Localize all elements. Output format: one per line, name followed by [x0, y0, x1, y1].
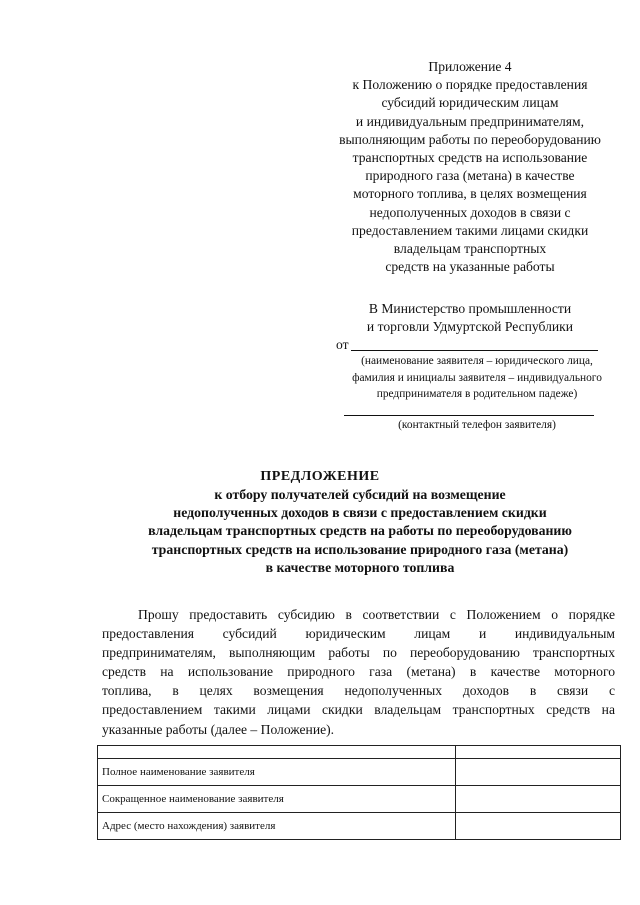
table-row: [98, 759, 621, 786]
phone-hint: [322, 417, 632, 434]
annex-line: недополученных доходов в связи с: [369, 204, 571, 220]
paragraph-line: средств на использование природного газа (метана) в качестве моторного: [102, 664, 615, 680]
applicant-name-line: [351, 350, 598, 351]
applicant-hint-line: предпринимателя в родительном падеже): [376, 388, 578, 400]
annex-line: Приложение 4: [428, 59, 512, 74]
table-row: [98, 813, 621, 840]
addressee-block: [322, 300, 618, 336]
document-title: ПРЕДЛОЖЕНИЕ: [260, 469, 380, 484]
paragraph-line: топлива, в целях возмещения недополученных доходов в связи с: [102, 683, 615, 699]
annex-line: субсидий юридическим лицам: [381, 95, 559, 111]
subtitle-line: недополученных доходов в связи с предоставлением скидки: [173, 505, 547, 521]
short-name-value[interactable]: [455, 786, 620, 813]
table-header-spacer: [98, 746, 621, 759]
annex-line: средств на указанные работы: [385, 259, 555, 275]
request-paragraph: [102, 605, 615, 739]
addressee-line: и торговли Удмуртской Республики: [366, 319, 574, 334]
row-label: Адрес (место нахождения) заявителя: [98, 813, 456, 840]
annex-line: выполняющим работы по переоборудованию: [339, 131, 601, 147]
row-label: Сокращенное наименование заявителя: [98, 786, 456, 813]
paragraph-line: предоставления субсидий юридическим лицам и индивидуальным: [102, 626, 615, 642]
subtitle-line: к отбору получателей субсидий на возмещение: [214, 487, 506, 502]
from-label: от: [336, 337, 349, 352]
applicant-info-table: [97, 745, 621, 840]
paragraph-line: Прошу предоставить субсидию в соответствии с Положением о порядке: [138, 607, 615, 622]
row-label: Полное наименование заявителя: [98, 759, 456, 786]
applicant-hint: [322, 353, 632, 403]
table-cell: [98, 746, 456, 759]
annex-line: природного газа (метана) в качестве: [365, 168, 575, 184]
phone-hint-text: (контактный телефон заявителя): [398, 419, 556, 431]
full-name-value[interactable]: [455, 759, 620, 786]
applicant-name-field[interactable]: [336, 336, 598, 354]
annex-line: владельцам транспортных: [393, 241, 547, 257]
table-cell: [455, 746, 620, 759]
table-row: [98, 786, 621, 813]
annex-line: транспортных средств на использование: [352, 150, 588, 166]
subtitle-line: транспортных средств на использование природного газа (метана): [151, 541, 569, 557]
address-value[interactable]: [455, 813, 620, 840]
annex-line: к Положению о порядке предоставления: [352, 77, 588, 93]
annex-line: предоставлением такими лицами скидки: [351, 222, 589, 238]
paragraph-line: предпринимателям, выполняющим работы по переоборудованию транспортных: [102, 645, 615, 661]
paragraph-line: предоставлением такими лицами скидки владельцам транспортных средств на: [102, 702, 615, 718]
annex-header: [322, 58, 618, 276]
addressee-line: В Министерство промышленности: [368, 301, 572, 316]
phone-field-line[interactable]: [344, 415, 594, 416]
annex-line: и индивидуальным предпринимателям,: [355, 113, 585, 129]
annex-line: моторного топлива, в целях возмещения: [353, 186, 587, 202]
document-subtitle: [80, 486, 640, 577]
applicant-hint-line: (наименование заявителя – юридического лица,: [361, 355, 593, 367]
applicant-hint-line: фамилия и инициалы заявителя – индивидуального: [352, 371, 602, 384]
paragraph-line: указанные работы (далее – Положение).: [102, 721, 335, 737]
subtitle-line: владельцам транспортных средств на работы по переоборудованию: [148, 523, 572, 539]
subtitle-line: в качестве моторного топлива: [265, 559, 455, 575]
